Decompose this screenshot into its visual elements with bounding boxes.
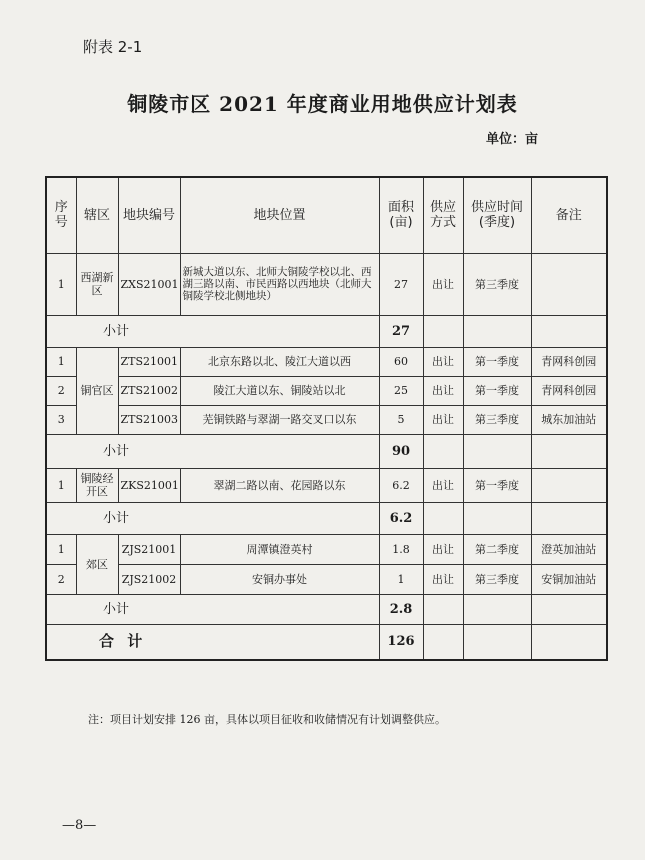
row-remark bbox=[531, 468, 607, 502]
row-seq: 2 bbox=[46, 564, 76, 594]
empty-cell bbox=[531, 502, 607, 534]
subtotal-label: 小计 bbox=[46, 315, 379, 347]
table-row bbox=[46, 534, 607, 564]
table-row bbox=[46, 253, 607, 315]
row-area: 6.2 bbox=[379, 468, 423, 502]
header-supply-time: 供应时间(季度) bbox=[463, 177, 531, 253]
row-location: 芜铜铁路与翠湖一路交叉口以东 bbox=[180, 405, 379, 434]
subtotal-row bbox=[46, 434, 607, 468]
row-supply-method: 出让 bbox=[423, 468, 463, 502]
row-supply-time: 第三季度 bbox=[463, 253, 531, 315]
row-seq: 2 bbox=[46, 376, 76, 405]
empty-cell bbox=[423, 434, 463, 468]
row-seq: 1 bbox=[46, 253, 76, 315]
row-location: 新城大道以东、北师大铜陵学校以北、西湖三路以南、市民西路以西地块（北师大铜陵学校北侧地块） bbox=[180, 253, 379, 315]
empty-cell bbox=[531, 434, 607, 468]
header-row bbox=[46, 177, 607, 253]
row-location: 安铜办事处 bbox=[180, 564, 379, 594]
empty-cell bbox=[531, 624, 607, 660]
subtotal-label: 小计 bbox=[46, 434, 379, 468]
row-plot-code: ZJS21001 bbox=[118, 534, 180, 564]
row-supply-method: 出让 bbox=[423, 405, 463, 434]
empty-cell bbox=[423, 502, 463, 534]
row-remark: 城东加油站 bbox=[531, 405, 607, 434]
row-remark: 青网科创园 bbox=[531, 347, 607, 376]
subtotal-row bbox=[46, 502, 607, 534]
row-area: 5 bbox=[379, 405, 423, 434]
row-supply-time: 第一季度 bbox=[463, 347, 531, 376]
table-row bbox=[46, 347, 607, 376]
row-district: 西湖新区 bbox=[76, 253, 118, 315]
empty-cell bbox=[463, 502, 531, 534]
total-value: 126 bbox=[379, 624, 423, 660]
table-row bbox=[46, 376, 607, 405]
empty-cell bbox=[463, 594, 531, 624]
row-remark bbox=[531, 253, 607, 315]
row-plot-code: ZTS21002 bbox=[118, 376, 180, 405]
empty-cell bbox=[531, 315, 607, 347]
row-plot-code: ZJS21002 bbox=[118, 564, 180, 594]
row-plot-code: ZKS21001 bbox=[118, 468, 180, 502]
page-title: 铜陵市区 2021 年度商业用地供应计划表 bbox=[127, 92, 518, 116]
row-supply-method: 出让 bbox=[423, 376, 463, 405]
table-row bbox=[46, 564, 607, 594]
row-plot-code: ZTS21001 bbox=[118, 347, 180, 376]
row-seq: 3 bbox=[46, 405, 76, 434]
row-district: 铜陵经开区 bbox=[76, 468, 118, 502]
header-seq: 序号 bbox=[46, 177, 76, 253]
subtotal-label: 小计 bbox=[46, 594, 379, 624]
total-row bbox=[46, 624, 607, 660]
row-area: 25 bbox=[379, 376, 423, 405]
row-location: 周潭镇澄英村 bbox=[180, 534, 379, 564]
row-seq: 1 bbox=[46, 534, 76, 564]
subtotal-value: 27 bbox=[379, 315, 423, 347]
row-seq: 1 bbox=[46, 347, 76, 376]
row-plot-code: ZXS21001 bbox=[118, 253, 180, 315]
row-area: 60 bbox=[379, 347, 423, 376]
subtotal-row bbox=[46, 315, 607, 347]
row-supply-method: 出让 bbox=[423, 564, 463, 594]
row-plot-code: ZTS21003 bbox=[118, 405, 180, 434]
row-area: 27 bbox=[379, 253, 423, 315]
row-supply-time: 第一季度 bbox=[463, 376, 531, 405]
empty-cell bbox=[423, 624, 463, 660]
header-supply-method: 供应方式 bbox=[423, 177, 463, 253]
row-district: 郊区 bbox=[76, 534, 118, 594]
header-location: 地块位置 bbox=[180, 177, 379, 253]
row-supply-method: 出让 bbox=[423, 347, 463, 376]
empty-cell bbox=[423, 594, 463, 624]
table-row bbox=[46, 405, 607, 434]
total-label: 合 计 bbox=[46, 624, 379, 660]
land-supply-table bbox=[45, 176, 608, 661]
unit-label: 单位：亩 bbox=[486, 132, 539, 147]
row-location: 翠湖二路以南、花园路以东 bbox=[180, 468, 379, 502]
footnote: 注：项目计划安排 126 亩，具体以项目征收和收储情况有计划调整供应。 bbox=[88, 713, 446, 726]
appendix-label: 附表 2-1 bbox=[83, 38, 143, 56]
row-supply-method: 出让 bbox=[423, 534, 463, 564]
subtotal-value: 6.2 bbox=[379, 502, 423, 534]
row-supply-time: 第三季度 bbox=[463, 564, 531, 594]
row-supply-time: 第二季度 bbox=[463, 534, 531, 564]
row-district: 铜官区 bbox=[76, 347, 118, 434]
page-number: —8— bbox=[62, 818, 97, 833]
row-supply-method: 出让 bbox=[423, 253, 463, 315]
row-area: 1 bbox=[379, 564, 423, 594]
row-location: 陵江大道以东、铜陵站以北 bbox=[180, 376, 379, 405]
row-seq: 1 bbox=[46, 468, 76, 502]
header-remark: 备注 bbox=[531, 177, 607, 253]
header-plot-code: 地块编号 bbox=[118, 177, 180, 253]
subtotal-row bbox=[46, 594, 607, 624]
header-area: 面积(亩) bbox=[379, 177, 423, 253]
subtotal-value: 90 bbox=[379, 434, 423, 468]
empty-cell bbox=[463, 434, 531, 468]
empty-cell bbox=[463, 624, 531, 660]
table-row bbox=[46, 468, 607, 502]
header-district: 辖区 bbox=[76, 177, 118, 253]
row-remark: 青网科创园 bbox=[531, 376, 607, 405]
row-area: 1.8 bbox=[379, 534, 423, 564]
row-supply-time: 第一季度 bbox=[463, 468, 531, 502]
subtotal-value: 2.8 bbox=[379, 594, 423, 624]
row-remark: 安铜加油站 bbox=[531, 564, 607, 594]
subtotal-label: 小计 bbox=[46, 502, 379, 534]
row-location: 北京东路以北、陵江大道以西 bbox=[180, 347, 379, 376]
row-remark: 澄英加油站 bbox=[531, 534, 607, 564]
empty-cell bbox=[463, 315, 531, 347]
empty-cell bbox=[531, 594, 607, 624]
row-supply-time: 第三季度 bbox=[463, 405, 531, 434]
empty-cell bbox=[423, 315, 463, 347]
